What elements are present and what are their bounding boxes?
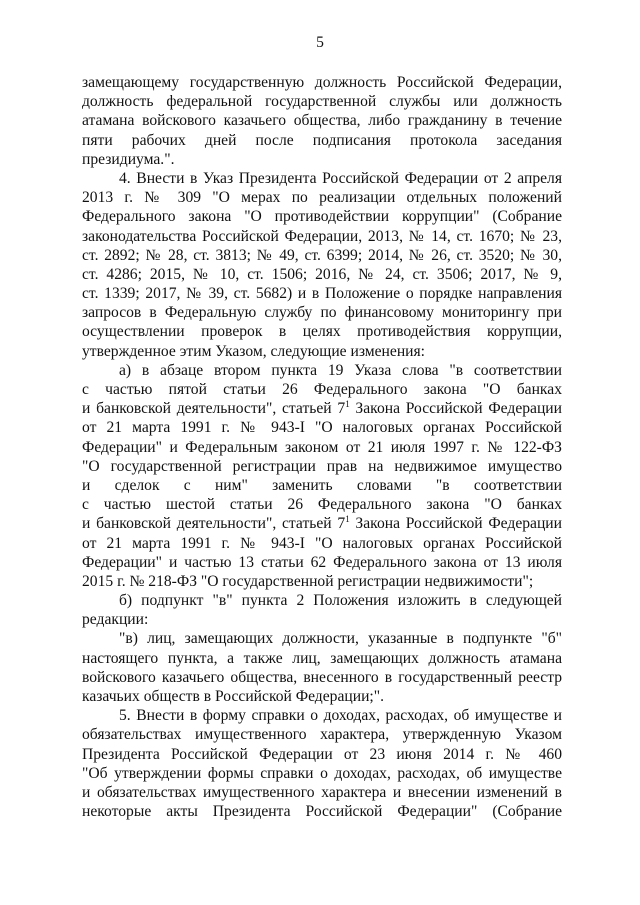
text-line <box>82 649 562 668</box>
text-line <box>82 438 562 457</box>
text-line <box>82 73 562 92</box>
text-line-content: должность федеральной государственной службы или должность <box>82 93 562 111</box>
text-line-content: обязательствах имущественного характера, утвержденную Указом <box>82 726 562 744</box>
text-line <box>82 783 562 802</box>
text-line-content: Федерации" и Федеральным законом от 21 июля 1997 г. № 122-ФЗ <box>82 438 562 456</box>
text-line <box>82 227 562 246</box>
text-line <box>82 745 562 764</box>
text-line-content: 2013 г. № 309 "О мерах по реализации отдельных положений <box>82 189 562 207</box>
text-line-content: Федерации" и частью 13 статьи 62 Федерального закона от 13 июля <box>82 553 562 571</box>
text-line-content: и банковской деятельности", статьей 7 <box>82 400 346 418</box>
text-line-content: "О государственной регистрации прав на недвижимое имущество <box>82 457 562 475</box>
text-line <box>82 322 562 341</box>
text-line <box>82 342 562 361</box>
text-line <box>82 169 562 188</box>
document-body <box>82 73 562 821</box>
text-line-content: б) подпункт "в" пункта 2 Положения изложить в следующей <box>119 592 562 610</box>
text-line <box>82 591 562 610</box>
text-line <box>82 303 562 322</box>
text-line-content: и обязательствах имущественного характера и внесении изменений в <box>82 783 562 801</box>
text-line-content: а) в абзаце втором пункта 19 Указа слова "в соответствии <box>119 361 562 379</box>
text-line-content: ст. 4286; 2015, № 10, ст. 1506; 2016, № 24, ст. 3506; 2017, № 9, <box>82 265 562 283</box>
text-line-continuation: Закона Российской Федерации <box>349 400 562 418</box>
text-line <box>82 495 562 514</box>
text-line-content: от 21 марта 1991 г. № 943-I "О налоговых органах Российской <box>82 419 562 437</box>
text-line <box>82 418 562 437</box>
text-line-content: утвержденное этим Указом, следующие изменения: <box>82 342 426 360</box>
text-line <box>82 265 562 284</box>
text-line-content: казачьих обществ в Российской Федерации;". <box>82 688 385 705</box>
text-line-content: "Об утверждении формы справки о доходах, расходах, об имуществе <box>82 764 562 782</box>
text-line-continuation: Закона Российской Федерации <box>349 515 562 533</box>
text-line <box>82 246 562 265</box>
text-line <box>82 207 562 226</box>
text-line <box>82 725 562 744</box>
text-line <box>82 188 562 207</box>
text-line-content: от 21 марта 1991 г. № 943-I "О налоговых органах Российской <box>82 534 562 552</box>
text-line-content: Президента Российской Федерации от 23 июня 2014 г. № 460 <box>82 745 562 763</box>
text-line <box>82 534 562 553</box>
text-line-content: и банковской деятельности", статьей 7 <box>82 515 346 533</box>
text-line <box>82 284 562 303</box>
text-line-content: ст. 1339; 2017, № 39, ст. 5682) и в Положение о порядке направления <box>82 285 562 303</box>
text-line-content: с частью шестой статьи 26 Федерального закона "О банках <box>82 496 562 514</box>
text-line <box>82 514 562 533</box>
text-line <box>82 150 562 169</box>
text-line <box>82 131 562 150</box>
text-line <box>82 706 562 725</box>
text-line-content: редакции: <box>82 611 149 629</box>
superscript: 1 <box>345 399 350 410</box>
superscript: 1 <box>345 514 350 525</box>
text-line <box>82 629 562 648</box>
text-line <box>82 476 562 495</box>
text-line-content: замещающему государственную должность Российской Федерации, <box>82 74 562 91</box>
text-line-content: осуществлении проверок в целях противодействия коррупции, <box>82 323 562 341</box>
text-line-content: настоящего пункта, а также лиц, замещающих должность атамана <box>82 649 562 667</box>
text-line <box>82 668 562 687</box>
text-line-content: "в) лиц, замещающих должности, указанные в подпункте "б" <box>119 630 562 648</box>
text-line <box>82 572 562 591</box>
text-line-content: 5. Внести в форму справки о доходах, расходах, об имуществе и <box>119 707 562 725</box>
text-line-content: и сделок с ним" заменить словами "в соответствии <box>82 476 562 494</box>
text-line <box>82 687 562 706</box>
text-line-content: Федерального закона "О противодействии коррупции" (Собрание <box>82 208 562 226</box>
text-line-content: запросов в Федеральную службу по финансовому мониторингу при <box>82 304 562 322</box>
text-line-content: ст. 2892; № 28, ст. 3813; № 49, ст. 6399; 2014, № 26, ст. 3520; № 30, <box>82 246 562 264</box>
text-line-content: с частью пятой статьи 26 Федерального закона "О банках <box>82 381 562 398</box>
text-line <box>82 92 562 111</box>
text-line-content: законодательства Российской Федерации, 2013, № 14, ст. 1670; № 23, <box>82 227 562 245</box>
text-line-content: войскового казачьего общества, внесенного в государственный реестр <box>82 668 562 686</box>
text-line-content: 4. Внести в Указ Президента Российской Федерации от 2 апреля <box>119 169 562 187</box>
page-number: 5 <box>316 34 324 51</box>
text-line <box>82 610 562 629</box>
text-line <box>82 361 562 380</box>
text-line-content: президиума.". <box>82 150 175 168</box>
text-line-content: атамана войскового казачьего общества, либо гражданину в течение <box>82 112 562 130</box>
text-line-content: 2015 г. № 218-ФЗ "О государственной регистрации недвижимости"; <box>82 572 534 590</box>
text-line-content: пяти рабочих дней после подписания протокола заседания <box>82 131 562 149</box>
text-line <box>82 380 562 399</box>
text-line <box>82 457 562 476</box>
text-line-content: некоторые акты Президента Российской Федерации" (Собрание <box>82 803 562 821</box>
text-line <box>82 111 562 130</box>
text-line <box>82 399 562 418</box>
text-line <box>82 802 562 821</box>
text-line <box>82 553 562 572</box>
text-line <box>82 764 562 783</box>
